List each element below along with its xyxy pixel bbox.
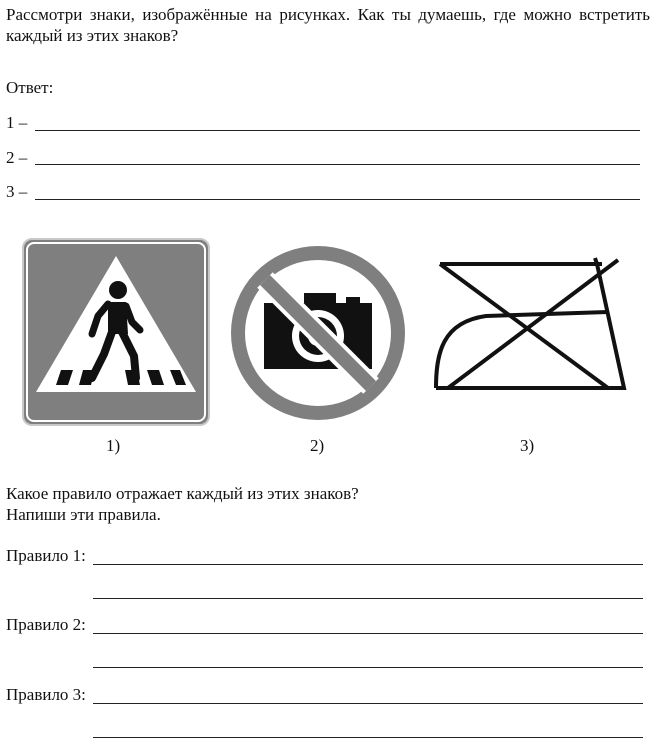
rule-2-line-2[interactable] — [93, 667, 643, 668]
rule-3-line-2[interactable] — [93, 737, 643, 738]
answer-3-line[interactable] — [35, 199, 640, 200]
figure-1-caption: 1) — [106, 436, 121, 455]
answer-1-label: 1 – — [6, 113, 28, 132]
rule-3-label: Правило 3: — [6, 685, 86, 704]
rules-question-line-2: Напиши эти правила. — [6, 505, 161, 524]
pedestrian-crossing-sign-icon — [22, 238, 210, 431]
answer-label: Ответ: — [6, 78, 54, 97]
rule-3-line-1[interactable] — [93, 703, 643, 704]
rule-1-label: Правило 1: — [6, 546, 86, 565]
answer-2-label: 2 – — [6, 148, 28, 167]
figure-2-caption: 2) — [310, 436, 325, 455]
do-not-iron-sign-icon — [430, 256, 630, 399]
rule-1-line-2[interactable] — [93, 598, 643, 599]
figure-3-caption: 3) — [520, 436, 535, 455]
answer-3-label: 3 – — [6, 182, 28, 201]
rule-1-line-1[interactable] — [93, 564, 643, 565]
answer-2-line[interactable] — [35, 164, 640, 165]
rule-2-label: Правило 2: — [6, 615, 86, 634]
rules-question-line-1: Какое правило отражает каждый из этих знаков? — [6, 484, 359, 503]
question-text: Рассмотри знаки, изображённые на рисунках. Как ты думаешь, где можно встретить каждый из этих знаков? — [6, 5, 650, 45]
no-photography-sign-icon — [228, 243, 408, 428]
rule-2-line-1[interactable] — [93, 633, 643, 634]
answer-1-line[interactable] — [35, 130, 640, 131]
